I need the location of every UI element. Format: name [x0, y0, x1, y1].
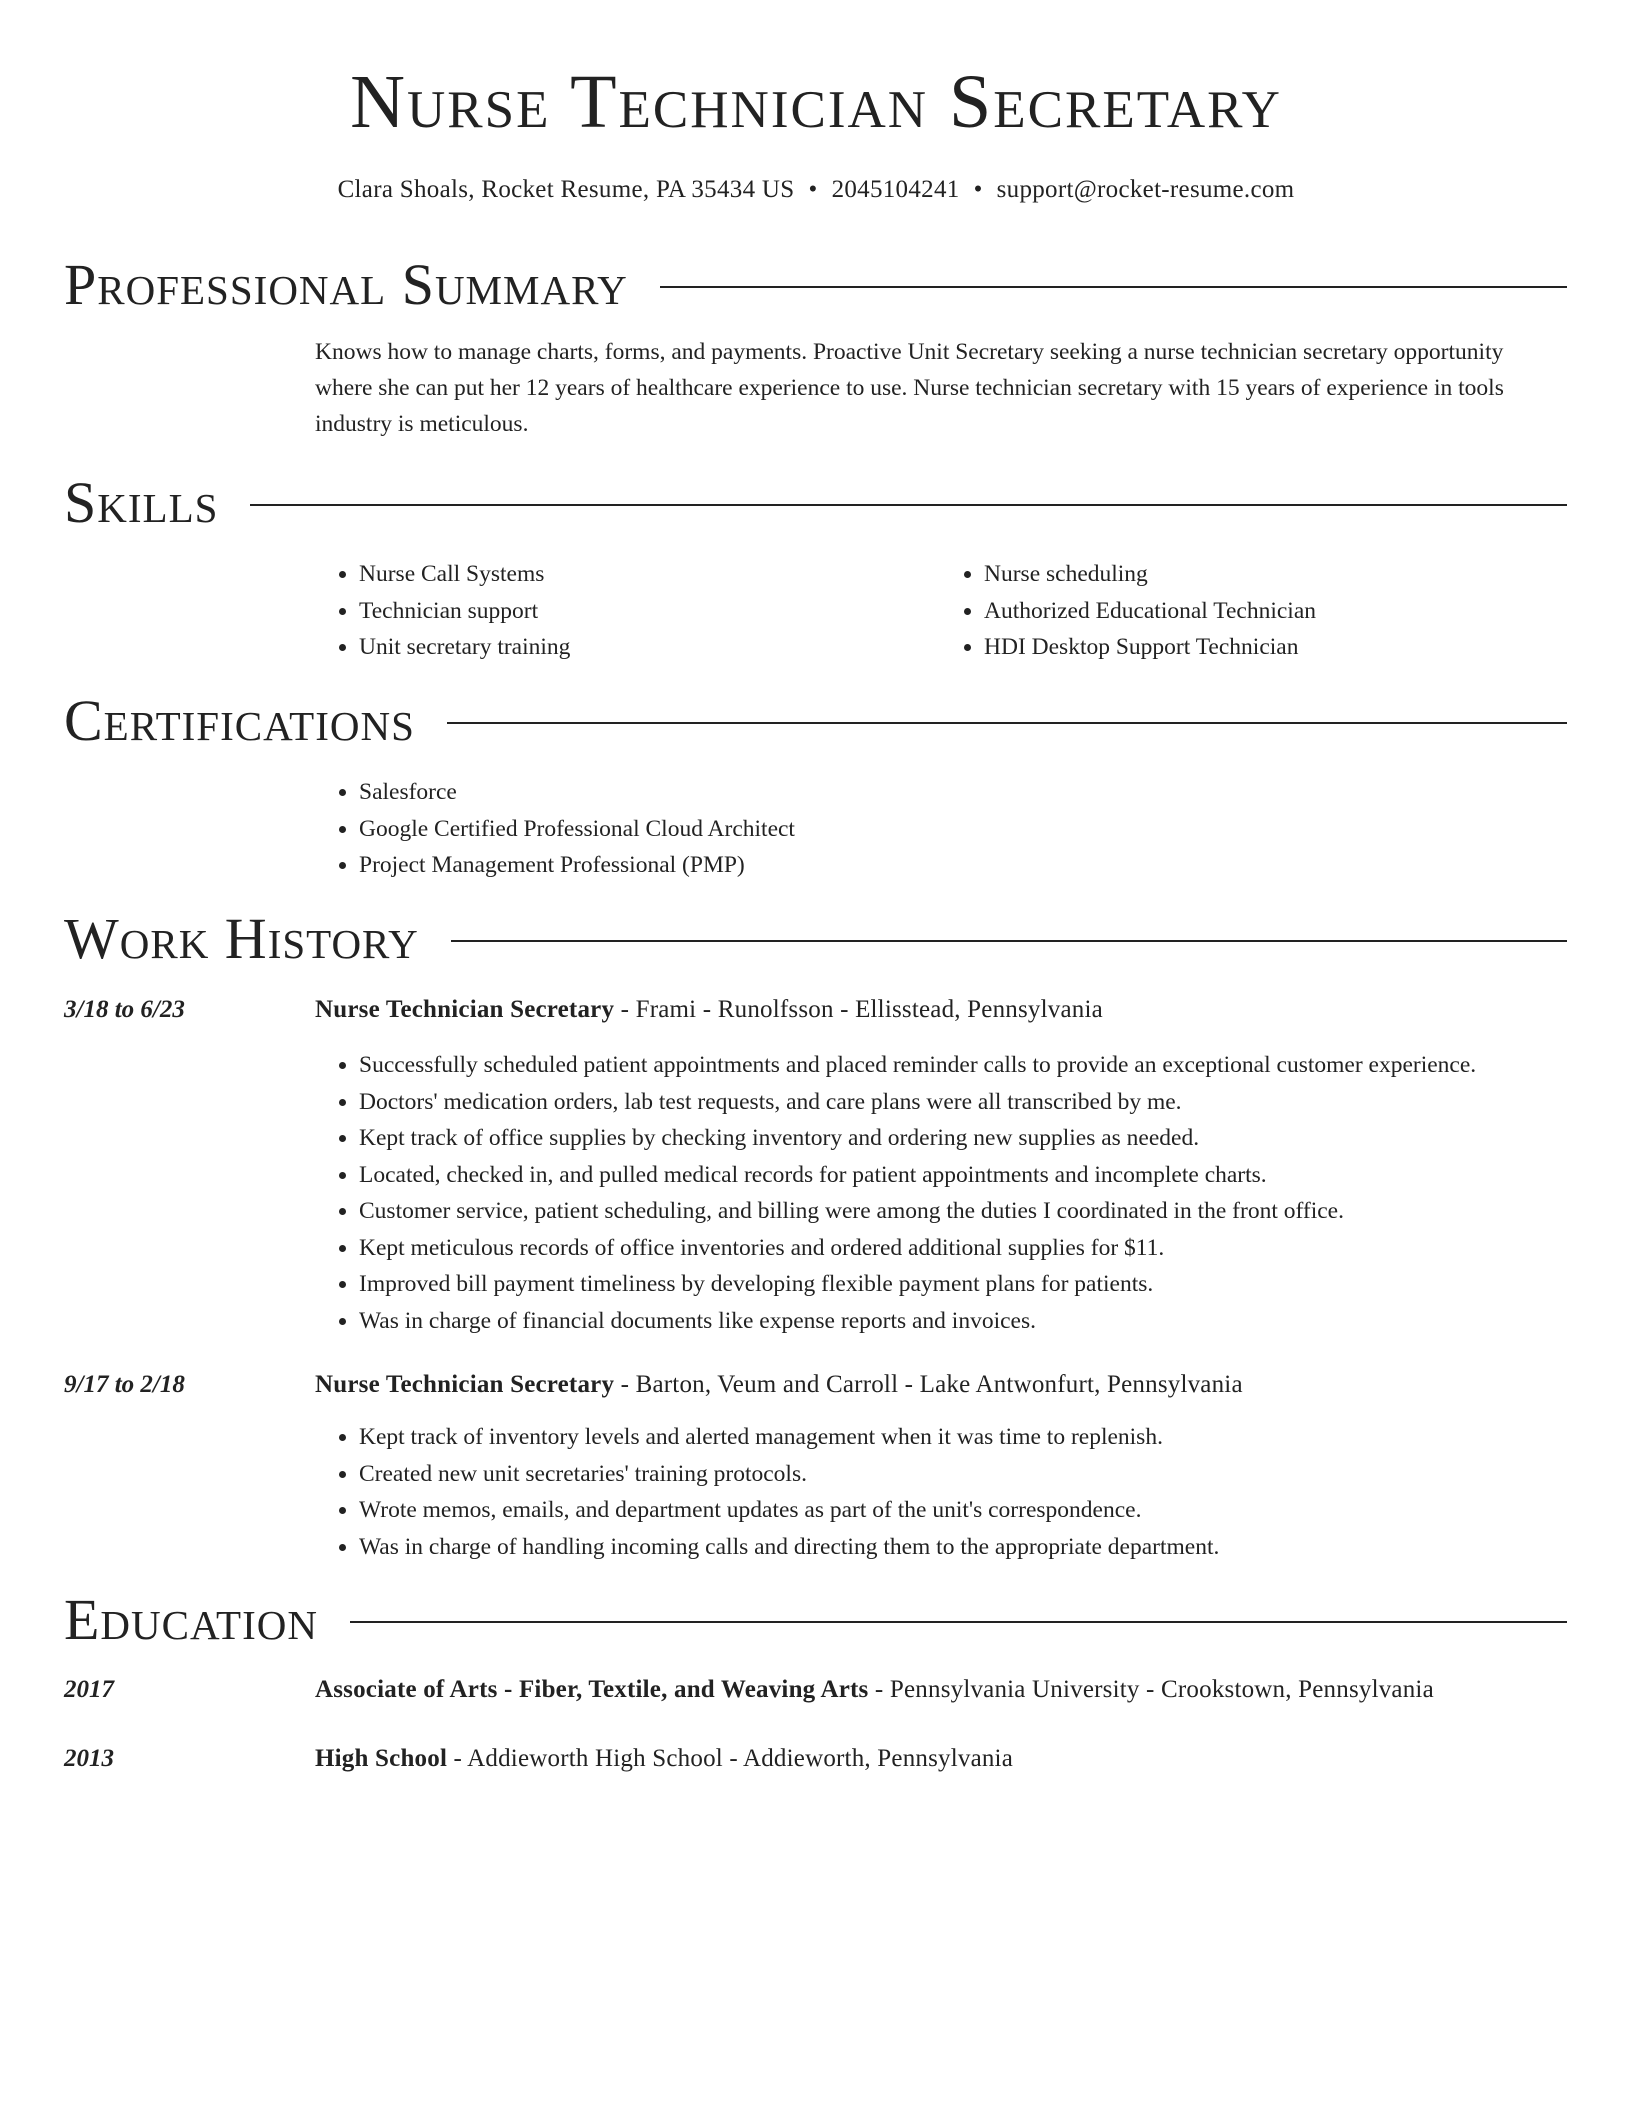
skills-list-left [315, 556, 940, 666]
job-duty: • Created new unit secretaries' training protocols. [359, 1456, 1605, 1493]
skill-item: • Technician support [359, 593, 940, 630]
job-title: Nurse Technician Secretary [315, 996, 615, 1023]
job-duty: • Kept track of office supplies by checking inventory and ordering new supplies as needed. [359, 1120, 1605, 1157]
education-degree: High School [315, 1745, 448, 1772]
section-header-work-history [64, 904, 1567, 974]
skill-item: • Nurse scheduling [984, 556, 1565, 593]
skill-item: • Unit secretary training [359, 629, 940, 666]
job-details: - Frami - Runolfsson - Ellisstead, Pennsylvania [614, 996, 1103, 1023]
job-duty: • Kept meticulous records of office inventories and ordered additional supplies for $11. [359, 1230, 1605, 1267]
section-divider [451, 940, 1567, 942]
job-duty: • Improved bill payment timeliness by developing flexible payment plans for patients. [359, 1266, 1605, 1303]
skill-item: • Nurse Call Systems [359, 556, 940, 593]
contact-email: support@rocket-resume.com [996, 176, 1295, 203]
education-details: - Pennsylvania University - Crookstown, Pennsylvania [868, 1676, 1434, 1703]
section-header-summary [64, 250, 1567, 320]
certifications-block [315, 774, 1565, 884]
job-heading [315, 992, 1565, 1028]
certification-item: • Project Management Professional (PMP) [359, 847, 1565, 884]
section-title-certifications: Certifications [64, 688, 415, 753]
section-divider [447, 722, 1567, 724]
section-title-skills: Skills [64, 470, 219, 535]
job-duty: • Was in charge of financial documents like expense reports and invoices. [359, 1303, 1605, 1340]
education-heading [315, 1672, 1565, 1708]
education-date: 2013 [64, 1745, 114, 1772]
certification-item: • Google Certified Professional Cloud Architect [359, 811, 1565, 848]
job-title: Nurse Technician Secretary [315, 1371, 615, 1398]
certifications-list [315, 774, 1565, 884]
page-title: Nurse Technician Secretary [350, 60, 1282, 144]
section-title-summary: Professional Summary [64, 252, 628, 317]
job-duties-list [315, 1047, 1605, 1339]
job-duty: • Located, checked in, and pulled medical records for patient appointments and incomplete charts. [359, 1157, 1605, 1194]
education-degree: Associate of Arts - Fiber, Textile, and Weaving Arts [315, 1676, 869, 1703]
skills-list-right [940, 556, 1565, 666]
job-duties-list [315, 1419, 1605, 1565]
skill-item: • Authorized Educational Technician [984, 593, 1565, 630]
contact-phone: 2045104241 [831, 176, 960, 203]
education-heading [315, 1741, 1565, 1777]
contact-line [0, 170, 1632, 210]
job-duties [315, 1047, 1605, 1339]
job-heading [315, 1367, 1565, 1403]
job-duty: • Successfully scheduled patient appointments and placed reminder calls to provide an exceptional customer experience. [359, 1047, 1605, 1084]
section-header-certifications [64, 686, 1567, 756]
job-date: 3/18 to 6/23 [64, 996, 185, 1023]
job-date: 9/17 to 2/18 [64, 1371, 185, 1398]
education-details: - Addieworth High School - Addieworth, Pennsylvania [447, 1745, 1014, 1772]
job-duty: • Kept track of inventory levels and alerted management when it was time to replenish. [359, 1419, 1605, 1456]
job-duty: • Customer service, patient scheduling, and billing were among the duties I coordinated in the front office. [359, 1193, 1605, 1230]
skill-item: • HDI Desktop Support Technician [984, 629, 1565, 666]
section-divider [350, 1621, 1567, 1623]
job-duty: • Doctors' medication orders, lab test requests, and care plans were all transcribed by me. [359, 1084, 1605, 1121]
section-title-work-history: Work History [64, 906, 419, 971]
job-duties [315, 1419, 1605, 1565]
job-duty: • Wrote memos, emails, and department updates as part of the unit's correspondence. [359, 1492, 1605, 1529]
job-duty: • Was in charge of handling incoming calls and directing them to the appropriate department. [359, 1529, 1605, 1566]
skills-grid [315, 556, 1565, 666]
section-title-education: Education [64, 1587, 318, 1652]
section-divider [250, 504, 1567, 506]
job-details: - Barton, Veum and Carroll - Lake Antwonfurt, Pennsylvania [614, 1371, 1243, 1398]
section-header-skills [64, 468, 1567, 538]
contact-address: Clara Shoals, Rocket Resume, PA 35434 US [337, 176, 795, 203]
certification-item: • Salesforce [359, 774, 1565, 811]
section-header-education [64, 1585, 1567, 1655]
education-date: 2017 [64, 1676, 114, 1703]
section-divider [660, 286, 1567, 288]
summary-text: Knows how to manage charts, forms, and payments. Proactive Unit Secretary seeking a nurse technician secretary opportunity where she can put her 12 years of healthcare experience to use. Nurse technician secretary with 15 years of experience in tools industry is meticulous. [315, 339, 1504, 437]
contact-separator: • [973, 176, 983, 203]
contact-separator: • [808, 176, 818, 203]
